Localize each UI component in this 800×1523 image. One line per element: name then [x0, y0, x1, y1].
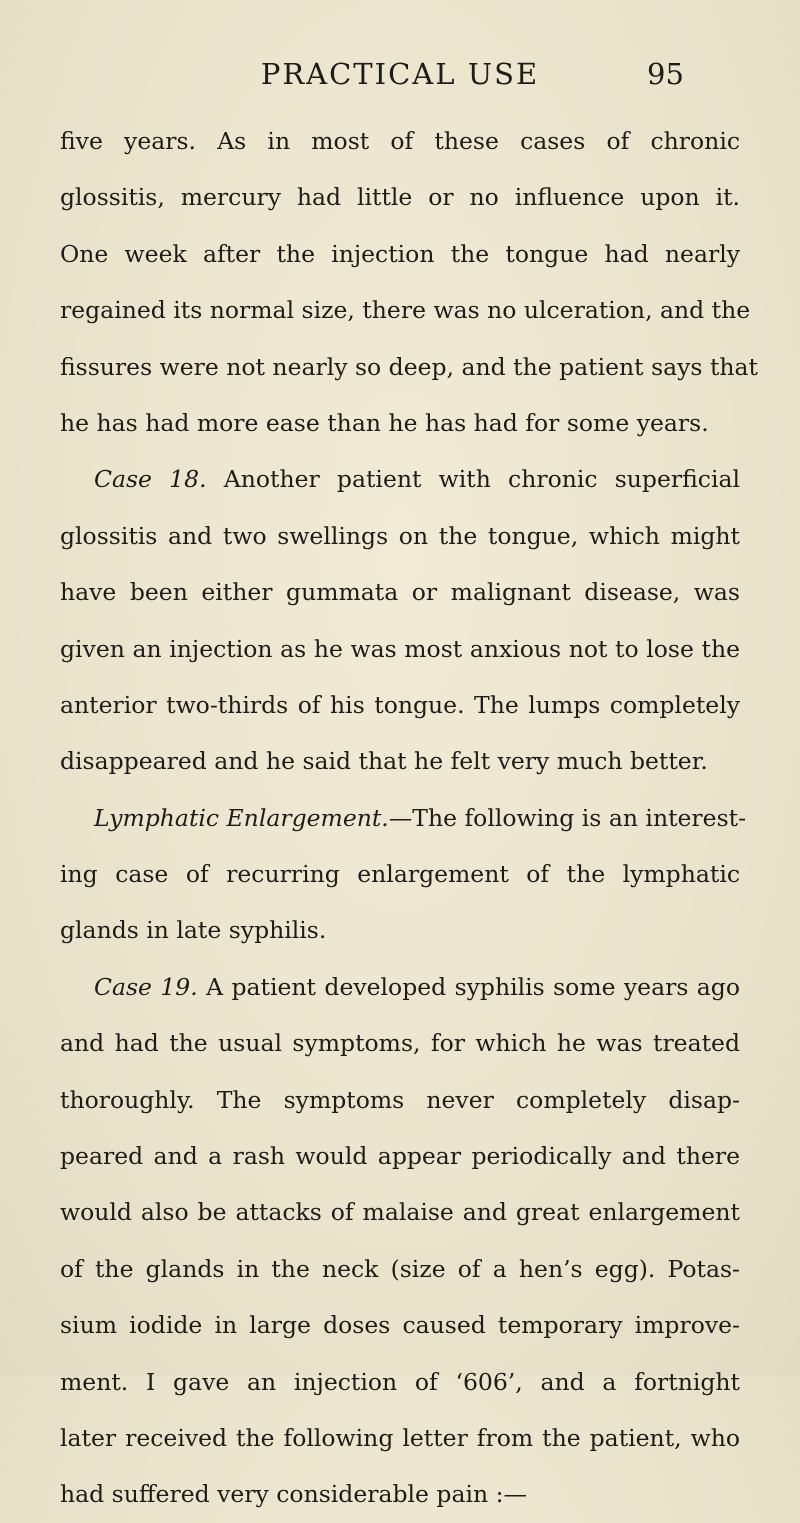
running-head: [0, 54, 800, 94]
text-line: disappeared and he said that he felt very much better.: [60, 747, 708, 776]
text-segment: Another patient with chronic superficial: [206, 465, 740, 494]
text-line: have been either gummata or malignant disease, was: [60, 578, 740, 607]
case-18-label: Case 18.: [94, 465, 207, 494]
text-line: ment. I gave an injection of ‘606’, and a fortnight: [60, 1367, 740, 1396]
text-line: fissures were not nearly so deep, and the patient says that: [60, 352, 758, 381]
paragraph-case-19: [60, 959, 740, 1015]
paragraph-lymphatic: [60, 790, 747, 846]
running-head-title: PRACTICAL USE: [260, 57, 540, 91]
text-line: given an injection as he was most anxious not to lose the: [60, 634, 740, 663]
text-line: of the glands in the neck (size of a hen’s egg). Potas-: [60, 1254, 740, 1283]
text-line: had suffered very considerable pain :—: [60, 1480, 528, 1509]
paragraph-case-18: [60, 451, 740, 507]
text-line: regained its normal size, there was no ulceration, and the: [60, 296, 751, 325]
text-line: five years. As in most of these cases of chronic: [60, 127, 740, 155]
text-line: ing case of recurring enlargement of the lymphatic: [60, 860, 740, 889]
text-line: and had the usual symptoms, for which he was treated: [60, 1029, 740, 1058]
text-line: thoroughly. The symptoms never completely disap-: [60, 1085, 740, 1114]
text-line: glossitis, mercury had little or no influence upon it.: [60, 183, 740, 212]
text-line: would also be attacks of malaise and great enlargement: [60, 1198, 740, 1227]
page-number: 95: [647, 57, 684, 91]
case-19-label: Case 19.: [94, 972, 198, 1001]
text-line: peared and a rash would appear periodically and there: [60, 1142, 740, 1171]
text-line: anterior two-thirds of his tongue. The lumps completely: [60, 690, 740, 719]
lymphatic-heading: Lymphatic Enlargement.—: [94, 803, 413, 832]
text-line: he has had more ease than he has had for some years.: [60, 408, 709, 437]
body-text: [60, 113, 758, 1523]
text-line: later received the following letter from the patient, who: [60, 1423, 740, 1452]
text-segment: A patient developed syphilis some years ago: [197, 972, 740, 1001]
text-line: sium iodide in large doses caused temporary improve-: [60, 1311, 740, 1340]
text-line: One week after the injection the tongue had nearly: [60, 239, 740, 268]
text-line: glands in late syphilis.: [60, 916, 327, 945]
text-line: glossitis and two swellings on the tongue, which might: [60, 521, 740, 550]
text-segment: The following is an interest-: [412, 803, 747, 832]
